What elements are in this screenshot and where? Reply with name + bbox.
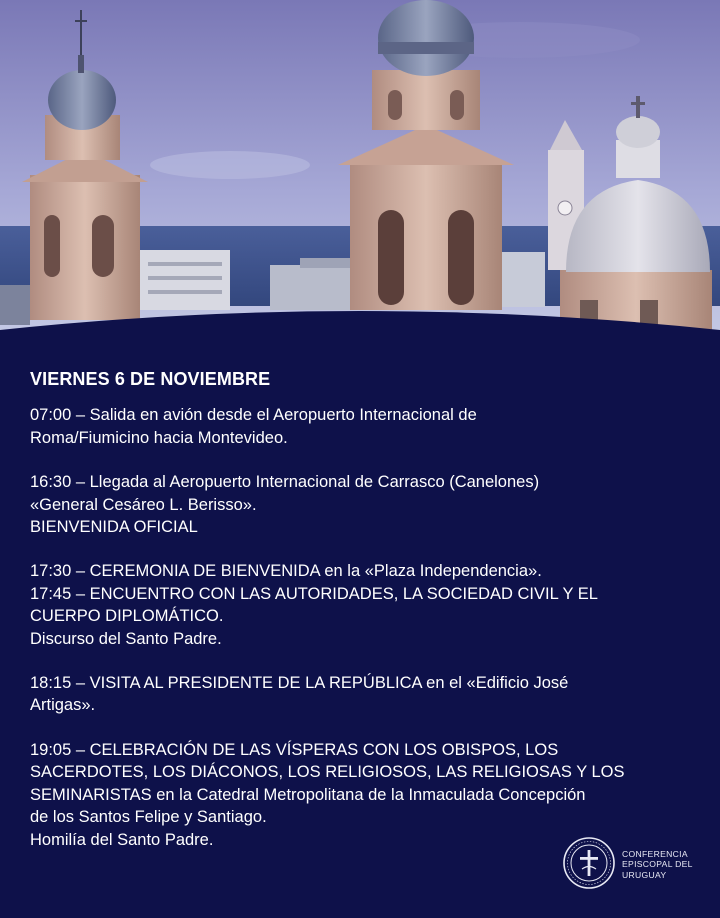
- entry-line: CUERPO DIPLOMÁTICO.: [30, 607, 224, 626]
- cathedral-photo: [0, 0, 720, 350]
- episcopal-conference-logo: [562, 836, 702, 894]
- entry-line: 18:15 – VISITA AL PRESIDENTE DE LA REPÚBLICA en el «Edificio José: [30, 674, 569, 693]
- episcopal-seal-icon: [562, 836, 616, 890]
- entry-line: «General Cesáreo L. Berisso».: [30, 495, 257, 514]
- schedule-content: [30, 368, 700, 851]
- entry-line: 19:05 – CELEBRACIÓN DE LAS VÍSPERAS CON LOS OBISPOS, LOS: [30, 740, 559, 759]
- schedule-entry-1905: [30, 739, 700, 851]
- entry-line: Discurso del Santo Padre.: [30, 629, 222, 648]
- entry-line: Artigas».: [30, 696, 96, 715]
- entry-line: Roma/Fiumicino hacia Montevideo.: [30, 428, 288, 447]
- entry-line: Homilía del Santo Padre.: [30, 830, 214, 849]
- schedule-entry-0700: [30, 404, 700, 449]
- date-heading: VIERNES 6 DE NOVIEMBRE: [30, 369, 271, 389]
- entry-line: BIENVENIDA OFICIAL: [30, 518, 198, 537]
- schedule-entry-1730: [30, 560, 700, 650]
- logo-line: EPISCOPAL DEL: [622, 859, 693, 870]
- entry-line: SACERDOTES, LOS DIÁCONOS, LOS RELIGIOSOS, LAS RELIGIOSAS Y LOS: [30, 763, 625, 782]
- logo-text: [622, 849, 706, 880]
- entry-line: 17:30 – CEREMONIA DE BIENVENIDA en la «Plaza Independencia».: [30, 562, 542, 581]
- entry-line: 07:00 – Salida en avión desde el Aeropuerto Internacional de: [30, 406, 477, 425]
- logo-line: URUGUAY: [622, 869, 667, 880]
- entry-line: de los Santos Felipe y Santiago.: [30, 808, 267, 827]
- schedule-entry-1630: [30, 471, 700, 538]
- entry-line: 17:45 – ENCUENTRO CON LAS AUTORIDADES, LA SOCIEDAD CIVIL Y EL: [30, 584, 598, 603]
- entry-line: SEMINARISTAS en la Catedral Metropolitana de la Inmaculada Concepción: [30, 785, 586, 804]
- logo-line: CONFERENCIA: [622, 849, 688, 859]
- schedule-entry-1815: [30, 672, 700, 717]
- entry-line: 16:30 – Llegada al Aeropuerto Internacional de Carrasco (Canelones): [30, 473, 540, 492]
